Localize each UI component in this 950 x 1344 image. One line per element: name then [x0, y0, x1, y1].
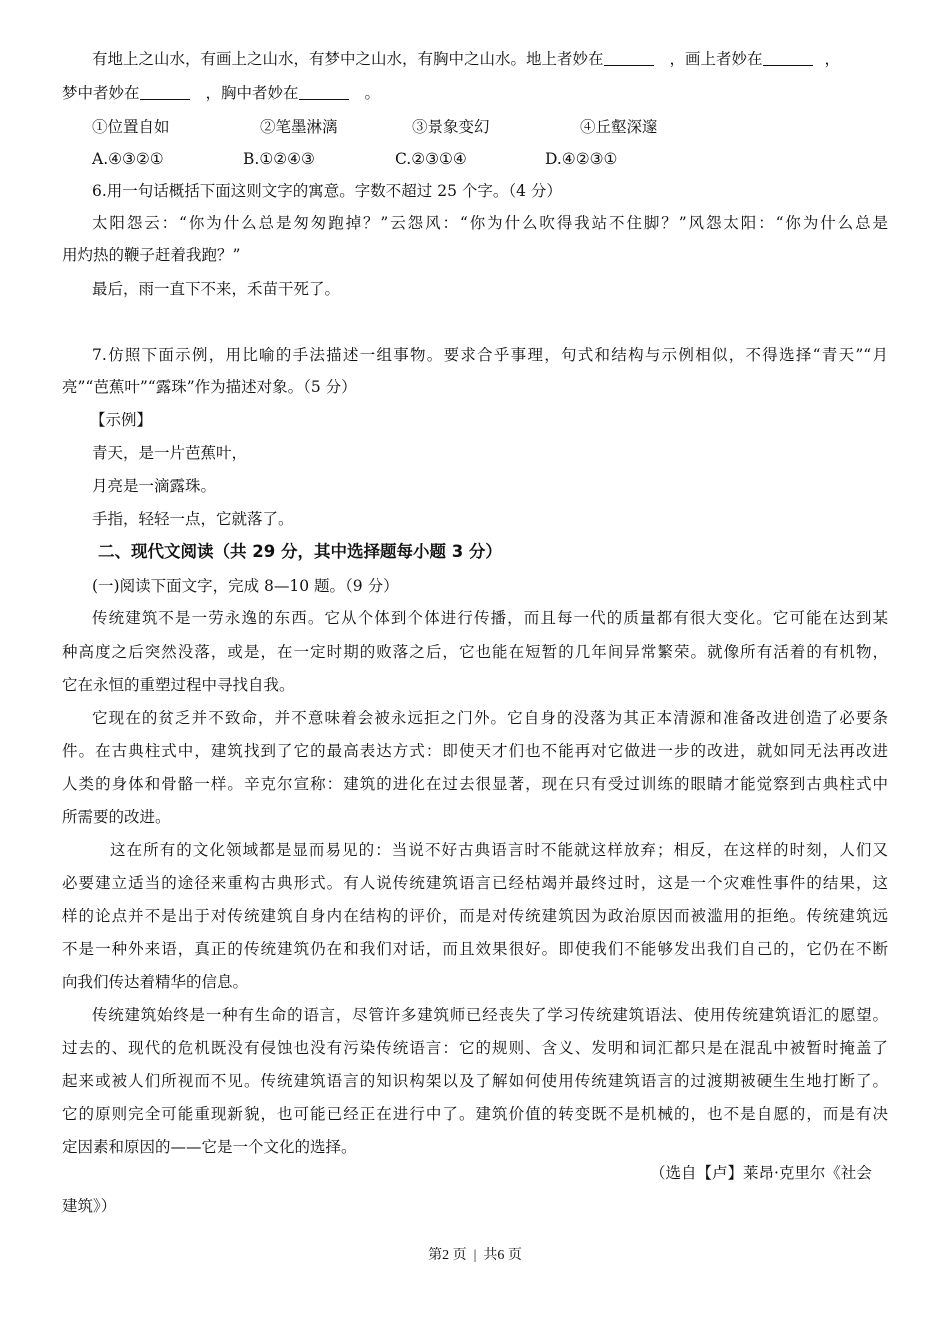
- passage-line: 不是一种外来语，真正的传统建筑仍在和我们对话，而且效果很好。即使我们不能够发出我们自己的，它仍在不断: [62, 940, 888, 958]
- source-citation: 建筑》）: [62, 1197, 117, 1215]
- q5-line-1: [92, 48, 840, 70]
- q5-text-1b: ，画上者妙在: [669, 50, 763, 68]
- q5-item: ①位置自如: [92, 118, 170, 136]
- q5-text-1c: ，: [824, 50, 841, 68]
- q7-example-line: 月亮是一滴露珠。: [92, 477, 217, 495]
- answer-blank[interactable]: [763, 49, 813, 66]
- q7-example-label: 【示例】: [90, 411, 153, 429]
- q7-example-line: 青天，是一片芭蕉叶，: [92, 444, 248, 462]
- q5-line-2: [62, 82, 380, 104]
- footer-separator: |: [473, 1248, 477, 1263]
- q5-item: ②笔墨淋漓: [260, 118, 338, 136]
- passage-line: 人类的身体和骨骼一样。辛克尔宣称：建筑的进化在过去很显著，现在只有受过训练的眼睛才能觉察到古典柱式中: [62, 775, 888, 793]
- passage-line: 样的论点并不是出于对传统建筑自身内在结构的评价，而是对传统建筑因为政治原因而被滥用的拒绝。传统建筑远: [62, 907, 888, 925]
- q5-option-a[interactable]: A.④③②①: [92, 150, 164, 168]
- q6-text-line: 太阳怨云：“你为什么总是匆匆跑掉？”云怨风：“你为什么吹得我站不住脚？”风怨太阳：“你为什么总是: [92, 214, 888, 232]
- q5-option-b[interactable]: B.①②④③: [243, 150, 315, 168]
- passage-line: 必要建立适当的途径来重构古典形式。有人说传统建筑语言已经枯竭并最终过时，这是一个灾难性事件的结果，这: [62, 874, 888, 892]
- page-number: 第2 页: [428, 1248, 467, 1263]
- q6-text-line: 用灼热的鞭子赶着我跑？”: [62, 246, 241, 264]
- q5-text-2c: 。: [364, 84, 381, 102]
- answer-blank[interactable]: [299, 83, 349, 100]
- q6-stem: 6.用一句话概括下面这则文字的寓意。字数不超过 25 个字。（4 分）: [92, 182, 562, 200]
- answer-blank[interactable]: [140, 83, 190, 100]
- answer-blank[interactable]: [604, 49, 654, 66]
- source-citation: （选自【卢】莱昂·克里尔《社会: [650, 1164, 872, 1182]
- passage-line: 它的原则完全可能重现新貌，也可能已经正在进行中了。建筑价值的转变既不是机械的，也不是自愿的，而是有决: [62, 1105, 888, 1123]
- section-heading: 二、现代文阅读（共 29 分，其中选择题每小题 3 分）: [98, 542, 502, 561]
- passage-line: 这在所有的文化领域都是显而易见的：当说不好古典语言时不能就这样放弃；相反，在这样的时刻，人们又: [110, 841, 888, 859]
- q6-text-line: 最后，雨一直下不来，禾苗干死了。: [92, 280, 341, 298]
- passage-line: 种高度之后突然没落，或是，在一定时期的败落之后，它也能在短暂的几年间异常繁荣。就像所有活着的有机物，: [62, 643, 888, 661]
- section-subheading: (一)阅读下面文字，完成 8—10 题。（9 分）: [92, 577, 399, 595]
- q7-example-line: 手指，轻轻一点，它就落了。: [92, 510, 294, 528]
- q5-option-d[interactable]: D.④②③①: [545, 150, 618, 168]
- passage-line: 定因素和原因的——它是一个文化的选择。: [62, 1138, 357, 1156]
- passage-line: 向我们传达着精华的信息。: [62, 973, 249, 991]
- q5-option-c[interactable]: C.②③①④: [395, 150, 467, 168]
- page-footer: [0, 1244, 950, 1264]
- passage-line: 传统建筑始终是一种有生命的语言，尽管许多建筑师已经丧失了学习传统建筑语法、使用传统建筑语汇的愿望。: [92, 1006, 888, 1024]
- passage-line: 它现在的贫乏并不致命，并不意味着会被永远拒之门外。它自身的没落为其正本清源和准备改进创造了必要条: [92, 709, 888, 727]
- passage-line: 它在永恒的重塑过程中寻找自我。: [62, 676, 295, 694]
- passage-line: 所需要的改进。: [62, 808, 171, 826]
- passage-line: 传统建筑不是一劳永逸的东西。它从个体到个体进行传播，而且每一代的质量都有很大变化。它可能在达到某: [92, 609, 888, 627]
- q5-text-2a: 梦中者妙在: [62, 84, 140, 102]
- q5-item: ③景象变幻: [412, 118, 490, 136]
- passage-line: 过去的、现代的危机既没有侵蚀也没有污染传统语言：它的规则、含义、发明和词汇都只是在混乱中被暂时掩盖了: [62, 1039, 888, 1057]
- q5-item: ④丘壑深邃: [580, 118, 658, 136]
- passage-line: 起来或被人们所视而不见。传统建筑语言的知识构架以及了解如何使用传统建筑语言的过渡期被硬生生地打断了。: [62, 1072, 888, 1090]
- q5-text-1a: 有地上之山水，有画上之山水，有梦中之山水，有胸中之山水。地上者妙在: [92, 50, 604, 68]
- q5-text-2b: ，胸中者妙在: [205, 84, 299, 102]
- q7-stem: 7.仿照下面示例，用比喻的手法描述一组事物。要求合乎事理，句式和结构与示例相似，不得选择“青天”“月: [92, 346, 888, 364]
- q7-stem: 亮”“芭蕉叶”“露珠”作为描述对象。（5 分）: [62, 378, 357, 396]
- passage-line: 件。在古典柱式中，建筑找到了它的最高表达方式：即使天才们也不能再对它做进一步的改进，就如同无法再改进: [62, 742, 888, 760]
- page-total: 共6 页: [483, 1248, 522, 1263]
